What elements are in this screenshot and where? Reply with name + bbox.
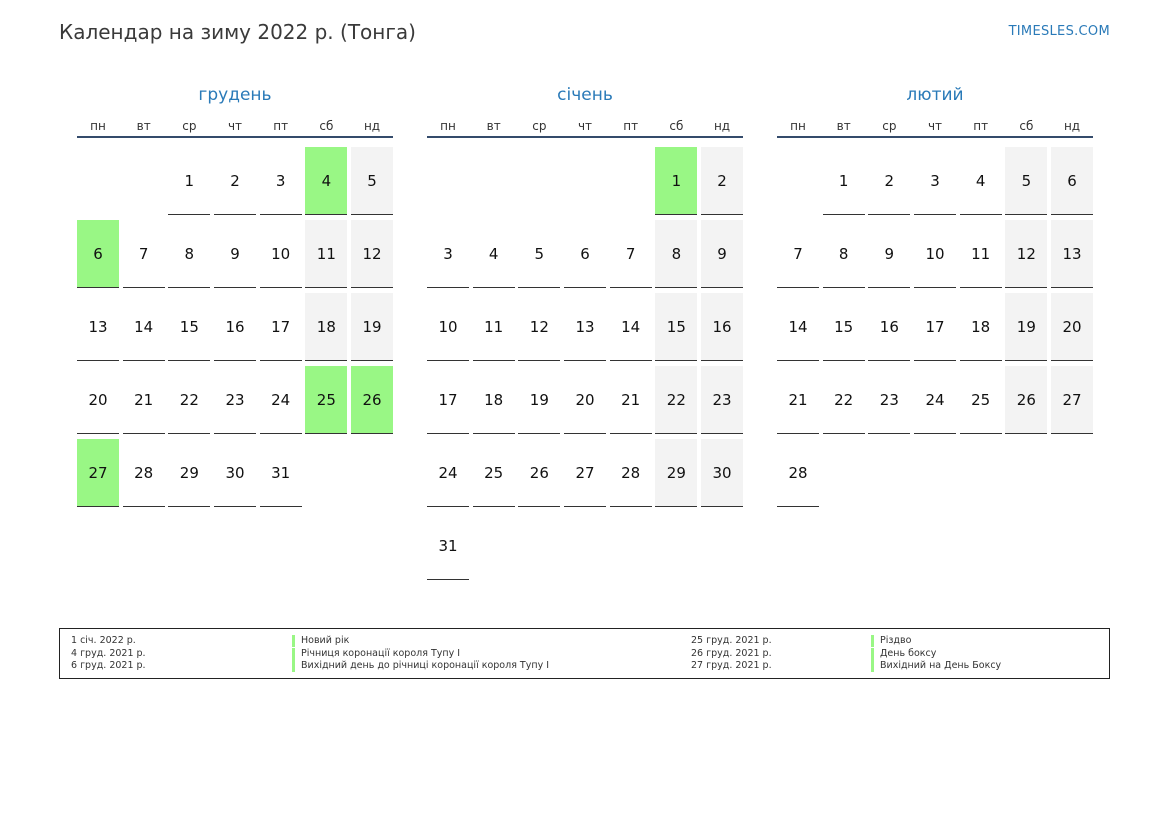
day-cell: 28	[123, 439, 165, 507]
weekday-label: ср	[882, 119, 897, 133]
day-cell: 7	[777, 220, 819, 288]
day-cell: 5	[1005, 147, 1047, 215]
day-cell: 3	[914, 147, 956, 215]
day-cell: 19	[518, 366, 560, 434]
weekday-label: пн	[790, 119, 806, 133]
day-cell: 26	[1005, 366, 1047, 434]
weekday-label: чт	[577, 119, 593, 133]
day-cell: 10	[427, 293, 469, 361]
day-cell: 4	[473, 220, 515, 288]
day-cell: 9	[214, 220, 256, 288]
legend-holiday-name: Річниця коронації короля Тупу I	[292, 648, 460, 660]
legend-holiday-name: Новий рік	[292, 635, 349, 647]
weekday-label: ср	[532, 119, 547, 133]
day-cell: 2	[701, 147, 743, 215]
day-cell: 17	[427, 366, 469, 434]
month-name: січень	[557, 85, 613, 105]
weekday-label: сб	[319, 119, 334, 133]
weekday-label: вт	[136, 119, 151, 133]
day-cell: 16	[214, 293, 256, 361]
day-cell: 16	[701, 293, 743, 361]
day-cell: 1	[655, 147, 697, 215]
legend-date: 27 груд. 2021 р.	[691, 660, 772, 671]
month-january	[427, 84, 743, 555]
legend-date: 25 груд. 2021 р.	[691, 635, 772, 646]
day-cell: 22	[655, 366, 697, 434]
day-cell: 14	[777, 293, 819, 361]
day-cell: 23	[868, 366, 910, 434]
day-cell: 15	[823, 293, 865, 361]
day-cell: 18	[473, 366, 515, 434]
weekday-label: сб	[669, 119, 684, 133]
weekday-label: пт	[973, 119, 989, 133]
day-cell: 14	[123, 293, 165, 361]
day-cell: 21	[777, 366, 819, 434]
weekday-label: нд	[363, 119, 381, 133]
day-cell: 13	[77, 293, 119, 361]
day-cell: 11	[960, 220, 1002, 288]
legend-date: 6 груд. 2021 р.	[71, 660, 146, 671]
day-cell: 15	[168, 293, 210, 361]
legend-holiday-name: Вихідний на День Боксу	[871, 660, 1001, 672]
month-name: грудень	[198, 85, 272, 105]
weekday-header	[427, 118, 743, 138]
weekday-header	[77, 118, 393, 138]
weekday-label: чт	[927, 119, 943, 133]
day-cell: 17	[914, 293, 956, 361]
legend-holiday-name: День боксу	[871, 648, 936, 660]
weekday-label: пт	[273, 119, 289, 133]
weekday-label: пт	[623, 119, 639, 133]
legend-date: 1 січ. 2022 р.	[71, 635, 136, 646]
day-cell: 20	[77, 366, 119, 434]
month-february	[777, 84, 1093, 482]
day-cell: 28	[610, 439, 652, 507]
weekday-label: пн	[90, 119, 106, 133]
day-cell: 14	[610, 293, 652, 361]
day-cell: 27	[564, 439, 606, 507]
day-cell: 29	[655, 439, 697, 507]
day-cell: 31	[260, 439, 302, 507]
weekday-label: вт	[486, 119, 501, 133]
legend-date: 4 груд. 2021 р.	[71, 647, 146, 659]
weekday-label: нд	[1063, 119, 1081, 133]
day-cell: 6	[1051, 147, 1093, 215]
day-cell: 22	[823, 366, 865, 434]
day-cell: 29	[168, 439, 210, 507]
legend-date: 26 груд. 2021 р.	[691, 647, 772, 659]
day-cell: 11	[305, 220, 347, 288]
weekday-label: ср	[182, 119, 197, 133]
day-cell: 2	[214, 147, 256, 215]
weekday-label: вт	[836, 119, 851, 133]
day-cell: 25	[960, 366, 1002, 434]
weekday-label: пн	[440, 119, 456, 133]
legend-holiday-name: Різдво	[871, 635, 911, 647]
day-cell: 31	[427, 512, 469, 580]
day-cell: 8	[655, 220, 697, 288]
day-cell: 1	[168, 147, 210, 215]
day-cell: 11	[473, 293, 515, 361]
weekday-label: нд	[713, 119, 731, 133]
day-cell: 5	[518, 220, 560, 288]
day-cell: 12	[351, 220, 393, 288]
day-cell: 20	[1051, 293, 1093, 361]
day-cell: 24	[260, 366, 302, 434]
day-cell: 10	[914, 220, 956, 288]
day-cell: 3	[260, 147, 302, 215]
day-cell: 25	[473, 439, 515, 507]
day-cell: 15	[655, 293, 697, 361]
day-cell: 23	[214, 366, 256, 434]
day-cell: 26	[518, 439, 560, 507]
weekday-label: сб	[1019, 119, 1034, 133]
day-cell: 21	[123, 366, 165, 434]
day-cell: 3	[427, 220, 469, 288]
site-link[interactable]: TIMESLES.COM	[1008, 24, 1110, 39]
day-cell: 9	[701, 220, 743, 288]
day-cell: 25	[305, 366, 347, 434]
day-cell: 24	[914, 366, 956, 434]
weekday-header	[777, 118, 1093, 138]
month-december	[77, 84, 393, 482]
day-cell: 5	[351, 147, 393, 215]
day-cell: 8	[823, 220, 865, 288]
day-cell: 18	[960, 293, 1002, 361]
day-cell: 6	[77, 220, 119, 288]
month-name: лютий	[906, 85, 964, 105]
day-cell: 27	[77, 439, 119, 507]
day-cell: 19	[351, 293, 393, 361]
day-cell: 13	[564, 293, 606, 361]
day-cell: 23	[701, 366, 743, 434]
page-title: Календар на зиму 2022 р. (Тонга)	[59, 20, 416, 44]
day-cell: 6	[564, 220, 606, 288]
day-cell: 4	[960, 147, 1002, 215]
day-cell: 20	[564, 366, 606, 434]
day-cell: 13	[1051, 220, 1093, 288]
day-cell: 16	[868, 293, 910, 361]
day-cell: 27	[1051, 366, 1093, 434]
day-cell: 22	[168, 366, 210, 434]
day-cell: 21	[610, 366, 652, 434]
day-cell: 19	[1005, 293, 1047, 361]
day-cell: 26	[351, 366, 393, 434]
day-cell: 30	[701, 439, 743, 507]
day-cell: 12	[1005, 220, 1047, 288]
day-cell: 12	[518, 293, 560, 361]
legend-holiday-name: Вихідний день до річниці коронації короля Тупу I	[292, 660, 549, 672]
day-cell: 7	[610, 220, 652, 288]
day-cell: 18	[305, 293, 347, 361]
day-cell: 17	[260, 293, 302, 361]
day-cell: 28	[777, 439, 819, 507]
day-cell: 24	[427, 439, 469, 507]
day-cell: 2	[868, 147, 910, 215]
weekday-label: чт	[227, 119, 243, 133]
day-cell: 7	[123, 220, 165, 288]
day-cell: 4	[305, 147, 347, 215]
day-cell: 1	[823, 147, 865, 215]
day-cell: 9	[868, 220, 910, 288]
day-cell: 30	[214, 439, 256, 507]
holiday-legend	[59, 628, 1110, 679]
day-cell: 10	[260, 220, 302, 288]
day-cell: 8	[168, 220, 210, 288]
